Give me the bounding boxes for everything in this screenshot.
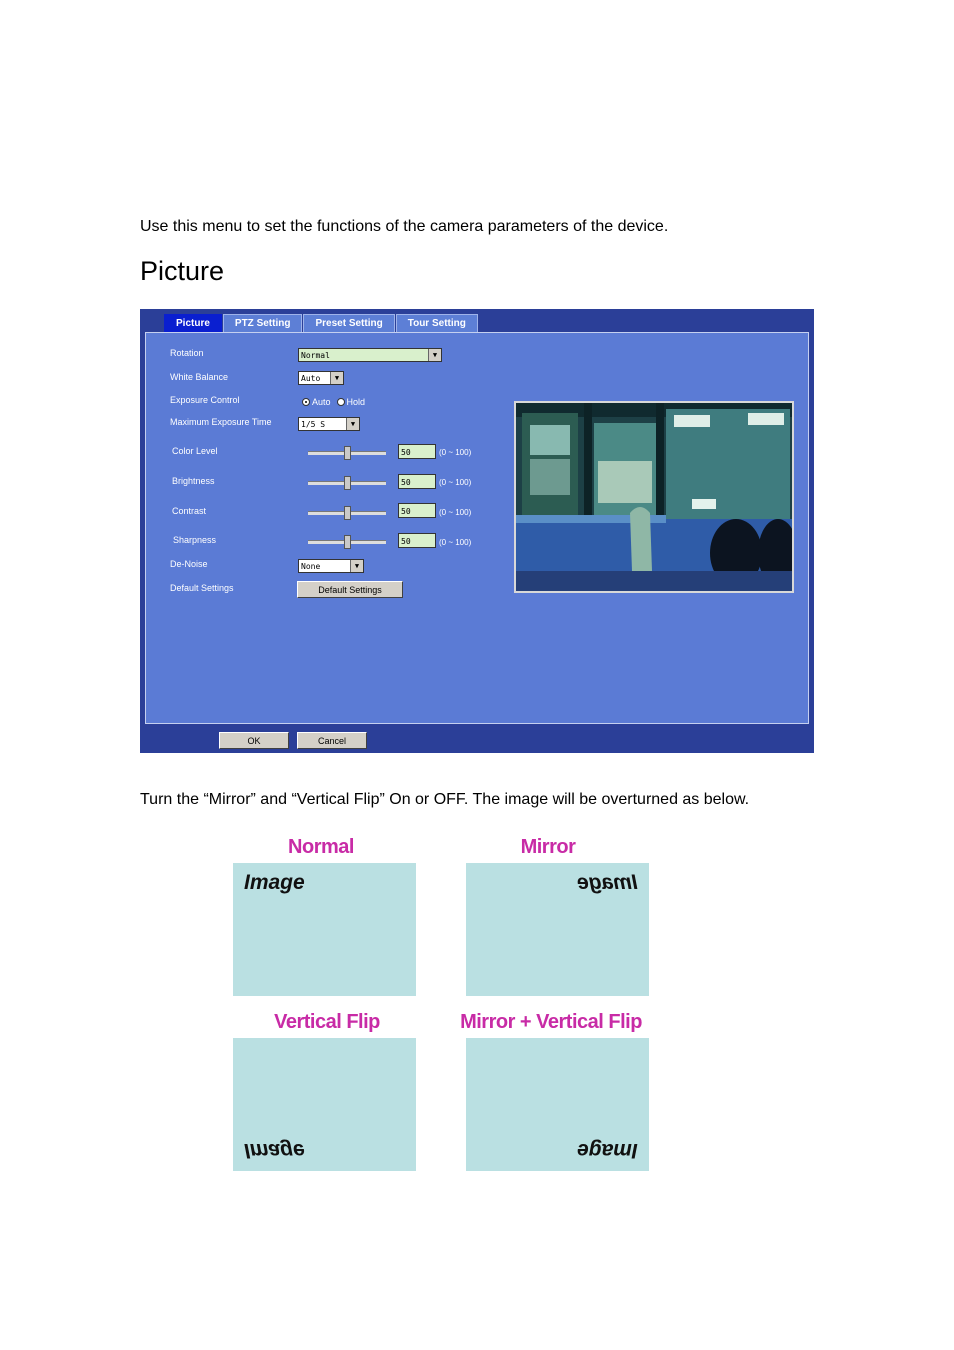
chevron-down-icon: ▼	[330, 372, 343, 384]
rotation-label: Rotation	[170, 348, 204, 358]
default-settings-button[interactable]: Default Settings	[297, 581, 403, 598]
demo-mirror-vflip-word: Image	[577, 1139, 638, 1162]
contrast-slider[interactable]	[308, 511, 386, 515]
slider-handle[interactable]	[344, 506, 351, 520]
max-exposure-value: 1/5 S	[301, 420, 326, 429]
demo-mirror-word: Image	[577, 871, 638, 894]
section-heading: Picture	[140, 256, 225, 286]
white-balance-select[interactable]	[298, 371, 344, 385]
demo-vflip-title: Vertical Flip	[274, 1011, 380, 1033]
demo-mirror-box	[466, 863, 649, 996]
chevron-down-icon: ▼	[346, 418, 359, 430]
sharpness-input[interactable]: 50	[398, 533, 436, 548]
rotation-select[interactable]	[298, 348, 442, 362]
tab-tour-setting[interactable]: Tour Setting	[396, 314, 478, 332]
demo-mirror-vflip-title: Mirror + Vertical Flip	[460, 1011, 642, 1033]
tab-ptz-setting[interactable]: PTZ Setting	[223, 314, 303, 332]
contrast-label: Contrast	[172, 506, 207, 516]
slider-handle[interactable]	[344, 476, 351, 490]
sharpness-slider[interactable]	[308, 540, 386, 544]
color-level-slider[interactable]	[308, 451, 386, 455]
color-level-label: Color Level	[172, 446, 218, 456]
tab-picture[interactable]: Picture	[164, 314, 222, 332]
tab-bar	[164, 314, 479, 332]
demo-normal-title: Normal	[288, 836, 354, 858]
chevron-down-icon: ▼	[350, 560, 363, 572]
slider-handle[interactable]	[344, 446, 351, 460]
slider-handle[interactable]	[344, 535, 351, 549]
white-balance-value: Auto	[301, 374, 321, 383]
demo-normal-word: Image	[244, 871, 305, 894]
rotation-value: Normal	[301, 351, 330, 360]
sharpness-label: Sharpness	[173, 535, 217, 545]
exposure-auto-radio[interactable]	[302, 398, 310, 406]
de-noise-value: None	[301, 562, 321, 571]
max-exposure-select[interactable]	[298, 417, 360, 431]
camera-preview	[514, 401, 794, 593]
brightness-slider[interactable]	[308, 481, 386, 485]
demo-normal-box	[233, 863, 416, 996]
brightness-label: Brightness	[172, 476, 215, 486]
exposure-auto-label: Auto	[312, 397, 331, 407]
white-balance-label: White Balance	[170, 372, 229, 382]
color-level-input[interactable]: 50	[398, 444, 436, 459]
exposure-control-label: Exposure Control	[170, 395, 240, 405]
cancel-button[interactable]: Cancel	[297, 732, 367, 749]
mirror-flip-description: Turn the “Mirror” and “Vertical Flip” On or OFF. The image will be overturned as below.	[140, 791, 750, 808]
max-exposure-label: Maximum Exposure Time	[170, 417, 272, 427]
exposure-hold-label: Hold	[346, 397, 366, 407]
demo-mirror-title: Mirror	[520, 836, 576, 858]
intro-text: Use this menu to set the functions of the camera parameters of the device.	[140, 218, 669, 235]
sharpness-range: (0 ~ 100)	[439, 538, 472, 547]
exposure-hold-radio[interactable]	[337, 398, 345, 406]
chevron-down-icon: ▼	[428, 349, 441, 361]
demo-vflip-word: Image	[244, 1139, 305, 1162]
picture-settings-content	[145, 332, 809, 724]
camera-preview-image	[516, 403, 792, 591]
brightness-range: (0 ~ 100)	[439, 478, 472, 487]
brightness-input[interactable]: 50	[398, 474, 436, 489]
tab-preset-setting[interactable]: Preset Setting	[303, 314, 394, 332]
default-settings-label: Default Settings	[170, 583, 234, 593]
de-noise-select[interactable]	[298, 559, 364, 573]
settings-panel	[140, 309, 814, 753]
demo-mirror-vflip-box	[466, 1038, 649, 1171]
de-noise-label: De-Noise	[170, 559, 208, 569]
ok-button[interactable]: OK	[219, 732, 289, 749]
contrast-range: (0 ~ 100)	[439, 508, 472, 517]
contrast-input[interactable]: 50	[398, 503, 436, 518]
color-level-range: (0 ~ 100)	[439, 448, 472, 457]
demo-vflip-box	[233, 1038, 416, 1171]
exposure-control-radios	[302, 397, 365, 407]
